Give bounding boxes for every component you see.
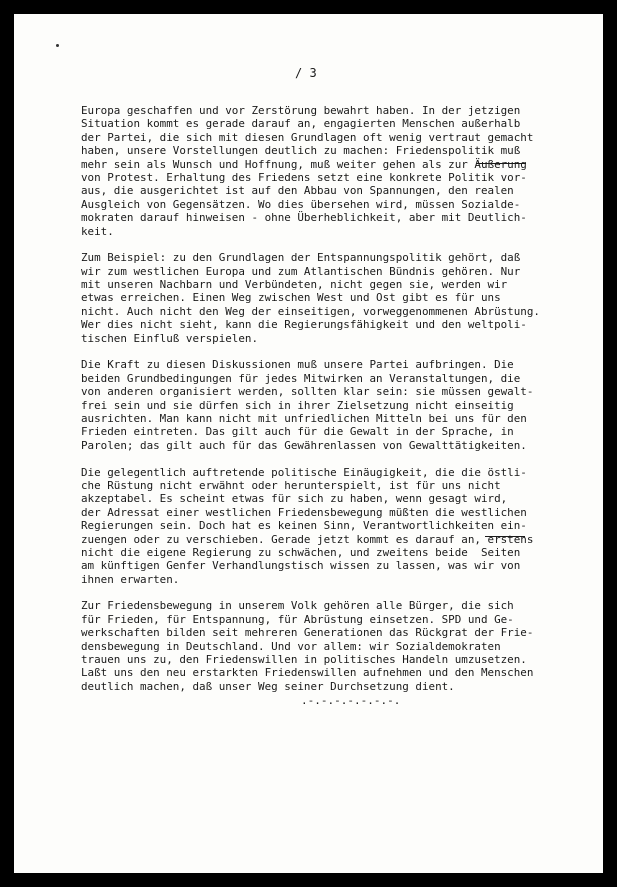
text-line: trauen uns zu, den Friedenswillen in politisches Handeln umzusetzen. xyxy=(81,653,527,667)
text-line: der Adressat einer westlichen Friedensbewegung müßten die westlichen xyxy=(81,505,527,519)
text-line: Frieden eintreten. Das gilt auch für die Gewalt in der Sprache, in xyxy=(81,425,514,439)
text-line: densbewegung in Deutschland. Und vor allem: wir Sozialdemokraten xyxy=(81,639,501,653)
paragraph xyxy=(81,251,601,345)
document-page xyxy=(14,14,603,873)
text-line: keit. xyxy=(81,224,114,238)
text-line: ihnen erwarten. xyxy=(81,572,180,586)
text-line: von Protest. Erhaltung des Friedens setzt eine konkrete Politik vor- xyxy=(81,170,527,184)
text-line: haben, unsere Vorstellungen deutlich zu machen: Friedenspolitik muß xyxy=(81,144,521,158)
text-line: beiden Grundbedingungen für jedes Mitwirken an Veranstaltungen, die xyxy=(81,371,521,385)
text-line: Laßt uns den neu erstarkten Friedenswillen aufnehmen und den Menschen xyxy=(81,666,534,680)
text-line: Situation kommt es gerade darauf an, engagierten Menschen außerhalb xyxy=(81,117,521,131)
text-line: Ausgleich von Gegensätzen. Wo dies übersehen wird, müssen Sozialde- xyxy=(81,197,521,211)
text-line: Die gelegentlich auftretende politische Einäugigkeit, die die östli- xyxy=(81,465,527,479)
text-line: nicht. Auch nicht den Weg der einseitigen, vorweggenommenen Abrüstung. xyxy=(81,304,540,318)
page-number: / 3 xyxy=(295,66,317,80)
text-line: ausrichten. Man kann nicht mit unfriedlichen Mitteln bei uns für den xyxy=(81,411,527,425)
handwritten-underline-beide xyxy=(485,536,525,537)
text-line: von anderen organisiert werden, sollten klar sein: sie müssen gewalt- xyxy=(81,385,534,399)
paragraph xyxy=(81,358,601,452)
text-line: Parolen; das gilt auch für das Gewährenlassen von Gewalttätigkeiten. xyxy=(81,438,527,452)
text-line: für Frieden, für Entspannung, für Abrüstung einsetzen. SPD und Ge- xyxy=(81,612,514,626)
text-line: Regierungen sein. Doch hat es keinen Sinn, Verantwortlichkeiten ein- xyxy=(81,519,527,533)
text-line: wir zum westlichen Europa und zum Atlantischen Bündnis gehören. Nur xyxy=(81,264,521,278)
text-line: mit unseren Nachbarn und Verbündeten, nicht gegen sie, werden wir xyxy=(81,278,508,292)
text-line: etwas erreichen. Einen Weg zwischen West und Ost gibt es für uns xyxy=(81,291,501,305)
text-line: Die Kraft zu diesen Diskussionen muß unsere Partei aufbringen. Die xyxy=(81,358,514,372)
text-line: nicht die eigene Regierung zu schwächen, und zweitens beide Seiten xyxy=(81,545,521,559)
text-line: deutlich machen, daß unser Weg seiner Durchsetzung dient. xyxy=(81,679,455,693)
text-line: am künftigen Genfer Verhandlungstisch wissen zu lassen, was wir von xyxy=(81,559,521,573)
text-line: zuengen oder zu verschieben. Gerade jetzt kommt es darauf an, erstens xyxy=(81,532,534,546)
end-separator: .-.-.-.-.-.-.-. xyxy=(301,694,401,707)
text-line: frei sein und sie dürfen sich in ihrer Zielsetzung nicht einseitig xyxy=(81,398,514,412)
text-line: Wer dies nicht sieht, kann die Regierungsfähigkeit und den weltpoli- xyxy=(81,318,527,332)
text-line: akzeptabel. Es scheint etwas für sich zu haben, wenn gesagt wird, xyxy=(81,492,508,506)
text-line: Europa geschaffen und vor Zerstörung bewahrt haben. In der jetzigen xyxy=(81,104,521,117)
text-line: che Rüstung nicht erwähnt oder herunterspielt, ist für uns nicht xyxy=(81,478,501,492)
text-line: Zum Beispiel: zu den Grundlagen der Entspannungspolitik gehört, daß xyxy=(81,251,521,265)
text-line: mokraten darauf hinweisen - ohne Überheblichkeit, aber mit Deutlich- xyxy=(81,211,527,225)
text-line: Zur Friedensbewegung in unserem Volk gehören alle Bürger, die sich xyxy=(81,599,514,613)
text-line: aus, die ausgerichtet ist auf den Abbau von Spannungen, den realen xyxy=(81,184,514,198)
text-line: werkschaften bilden seit mehreren Generationen das Rückgrat der Frie- xyxy=(81,626,534,640)
text-line: mehr sein als Wunsch und Hoffnung, muß weiter gehen als zur Äußerung xyxy=(81,157,527,171)
paragraph xyxy=(81,466,601,587)
paragraph xyxy=(81,104,601,238)
handwritten-underline-politik xyxy=(476,163,526,164)
paragraph xyxy=(81,599,601,693)
text-line: tischen Einfluß verspielen. xyxy=(81,331,259,345)
document-body xyxy=(81,104,601,707)
scan-speck xyxy=(56,44,59,47)
text-line: der Partei, die sich mit diesen Grundlagen oft wenig vertraut gemacht xyxy=(81,130,534,144)
